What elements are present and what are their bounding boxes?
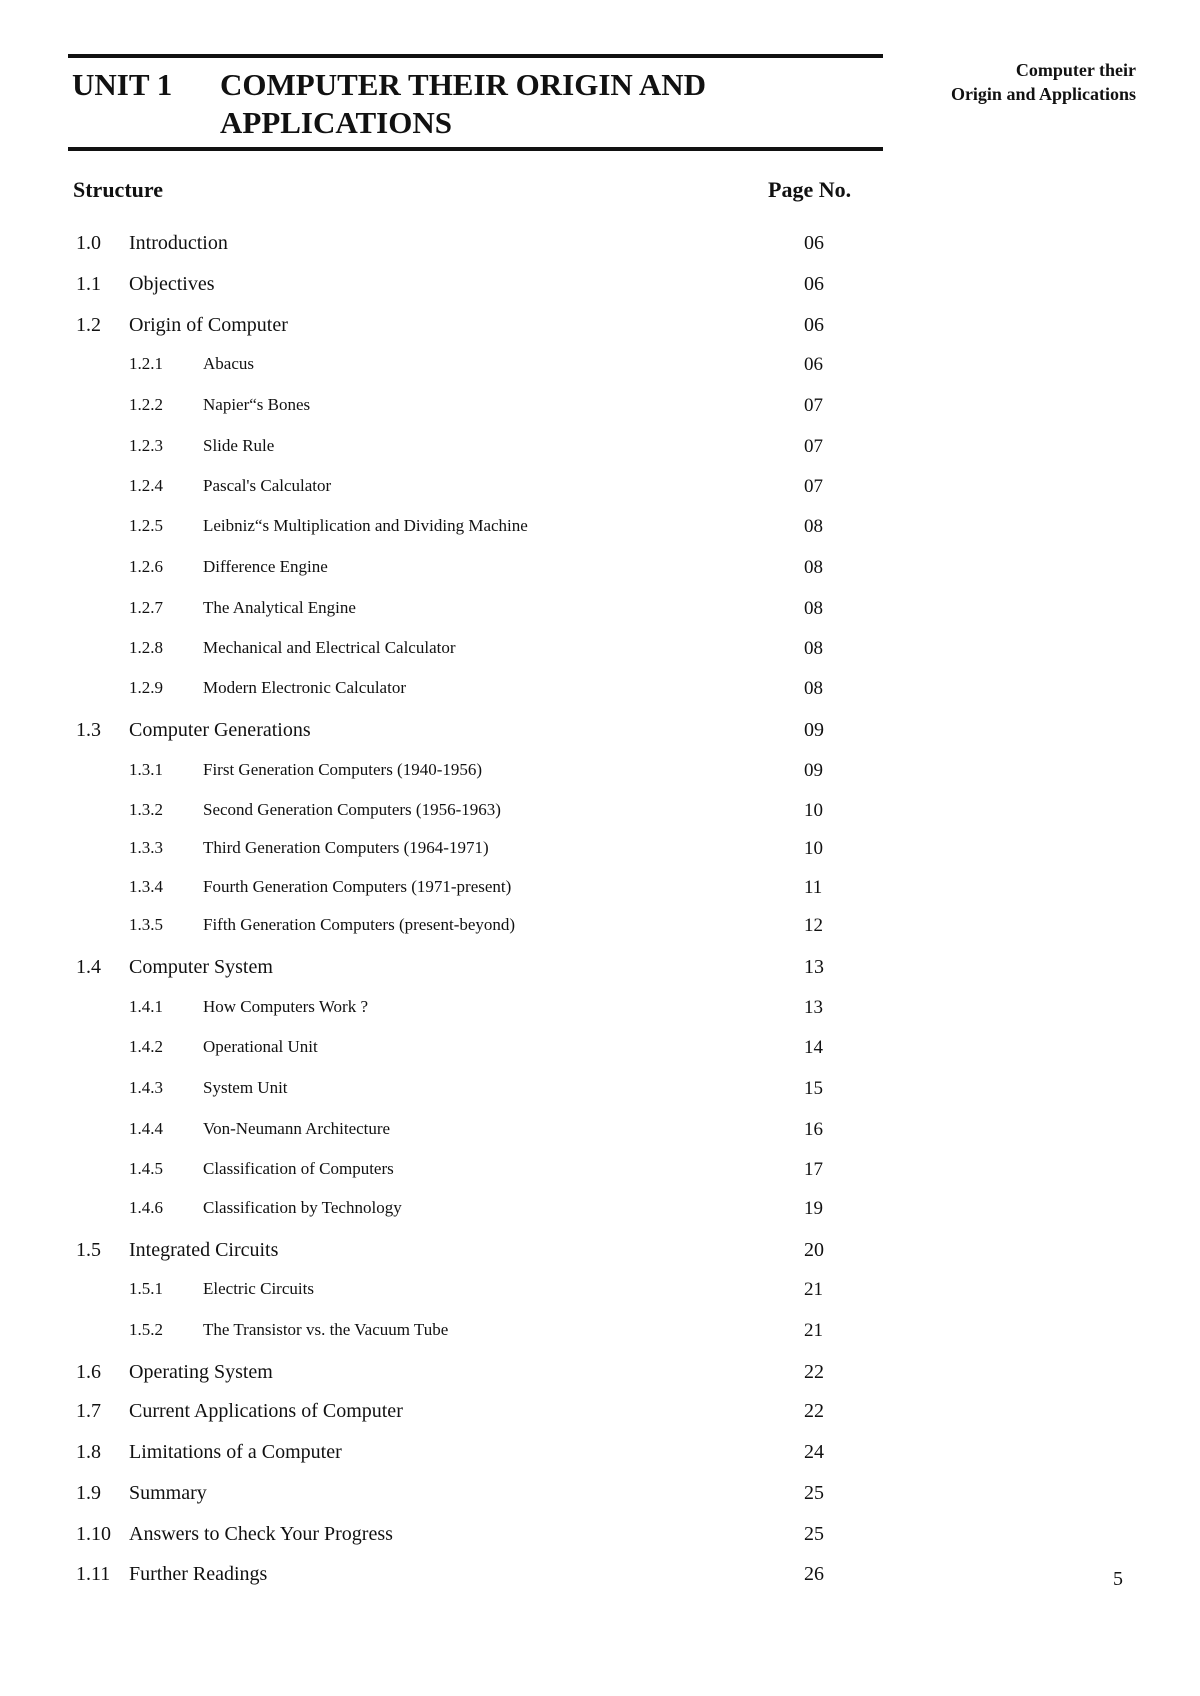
toc-entry [0, 956, 900, 986]
toc-entry-number: 1.3.1 [129, 760, 163, 779]
structure-heading: Structure [73, 177, 164, 202]
toc-entry-page: 07 [804, 476, 823, 497]
toc-subentry [0, 760, 900, 790]
toc-subentry [0, 557, 900, 587]
toc-entry-number: 1.10 [76, 1523, 111, 1545]
toc-entry-page: 13 [804, 997, 823, 1018]
page-no-heading: Page No. [768, 177, 852, 202]
page-number: 5 [1113, 1568, 1123, 1590]
toc-entry-title: Fifth Generation Computers (present-beyond) [203, 915, 516, 934]
toc-entry-title: How Computers Work ? [203, 997, 368, 1016]
toc-entry-number: 1.7 [76, 1400, 101, 1422]
toc-entry-page: 17 [804, 1159, 823, 1180]
toc-entry-number: 1.5 [76, 1239, 101, 1261]
toc-entry [0, 1361, 900, 1391]
toc-subentry [0, 354, 900, 384]
toc-entry-title: Modern Electronic Calculator [203, 678, 406, 697]
toc-subentry [0, 1198, 900, 1228]
toc-entry-page: 06 [804, 273, 824, 295]
toc-entry-number: 1.4.2 [129, 1037, 163, 1056]
toc-entry-number: 1.4.4 [129, 1119, 163, 1138]
toc-entry-page: 22 [804, 1361, 824, 1383]
toc-entry-number: 1.3.5 [129, 915, 163, 934]
toc-entry-page: 10 [804, 838, 823, 859]
toc-entry-title: Operational Unit [203, 1037, 318, 1056]
running-head-line-2: Origin and Applications [950, 84, 1136, 104]
toc-subentry [0, 395, 900, 425]
unit-number: UNIT 1 [72, 67, 173, 102]
toc-entry-number: 1.2.3 [129, 436, 163, 455]
toc-entry-title: Third Generation Computers (1964-1971) [203, 838, 489, 857]
toc-entry-title: Fourth Generation Computers (1971-present) [203, 877, 512, 896]
toc-entry-page: 19 [804, 1198, 823, 1219]
toc-entry-title: Leibniz“s Multiplication and Dividing Machine [203, 516, 528, 535]
toc-entry-number: 1.8 [76, 1441, 101, 1463]
toc-entry-title: Abacus [203, 354, 254, 373]
toc-entry-number: 1.5.1 [129, 1279, 163, 1298]
toc-entry-title: Current Applications of Computer [129, 1400, 403, 1422]
toc-subentry [0, 877, 900, 907]
toc-entry-number: 1.2.4 [129, 476, 163, 495]
toc-entry-number: 1.2.7 [129, 598, 163, 617]
toc-subentry [0, 436, 900, 466]
toc-entry-number: 1.3.4 [129, 877, 163, 896]
running-head-line-1: Computer their [1015, 60, 1136, 80]
toc-entry-title: Von-Neumann Architecture [203, 1119, 391, 1138]
toc-entry-title: Introduction [129, 232, 228, 254]
toc-subentry [0, 997, 900, 1027]
toc-entry-title: Mechanical and Electrical Calculator [203, 638, 456, 657]
toc-entry-title: The Transistor vs. the Vacuum Tube [203, 1320, 449, 1339]
toc-entry-number: 1.2.8 [129, 638, 163, 657]
toc-entry-page: 15 [804, 1078, 823, 1099]
toc-entry-title: Limitations of a Computer [129, 1441, 342, 1463]
toc-entry-page: 21 [804, 1279, 823, 1300]
toc-entry-number: 1.2.9 [129, 678, 163, 697]
toc-entry-title: Slide Rule [203, 436, 275, 455]
toc-subentry [0, 800, 900, 830]
toc-entry-title: Napier“s Bones [203, 395, 311, 414]
toc-subentry [0, 1320, 900, 1350]
toc-entry-number: 1.4.1 [129, 997, 163, 1016]
toc-entry-number: 1.3 [76, 719, 101, 741]
toc-entry [0, 1400, 900, 1430]
toc-entry-number: 1.5.2 [129, 1320, 163, 1339]
toc-entry-title: Operating System [129, 1361, 273, 1383]
toc-entry [0, 1239, 900, 1269]
toc-entry-number: 1.9 [76, 1482, 101, 1504]
toc-entry-title: Computer System [129, 956, 273, 978]
toc-entry-page: 13 [804, 956, 824, 978]
toc-entry [0, 719, 900, 749]
unit-name: COMPUTER THEIR ORIGIN AND APPLICATIONS [220, 67, 707, 140]
toc-entry-page: 09 [804, 719, 824, 741]
toc-entry-page: 21 [804, 1320, 823, 1341]
toc-subentry [0, 1119, 900, 1149]
toc-subentry [0, 1279, 900, 1309]
toc-entry-page: 07 [804, 436, 823, 457]
toc-entry-page: 22 [804, 1400, 824, 1422]
toc-entry-page: 11 [804, 877, 823, 898]
toc-entry [0, 1482, 900, 1512]
toc-entry-title: Further Readings [129, 1563, 268, 1585]
toc-subentry [0, 638, 900, 668]
toc-entry [0, 1563, 900, 1593]
toc-subentry [0, 1159, 900, 1189]
toc-entry-number: 1.3.3 [129, 838, 163, 857]
toc-entry-page: 14 [804, 1037, 823, 1058]
toc-entry [0, 314, 900, 344]
toc-subentry [0, 1078, 900, 1108]
toc-entry-title: The Analytical Engine [203, 598, 356, 617]
toc-entry-page: 12 [804, 915, 823, 936]
toc-subentry [0, 1037, 900, 1067]
toc-entry [0, 1441, 900, 1471]
toc-entry-page: 06 [804, 314, 824, 336]
toc-entry-title: Second Generation Computers (1956-1963) [203, 800, 501, 819]
toc-entry-number: 1.6 [76, 1361, 101, 1383]
toc-entry-title: Origin of Computer [129, 314, 288, 336]
toc-entry-title: Computer Generations [129, 719, 311, 741]
toc-entry-page: 08 [804, 678, 823, 699]
toc-subentry [0, 838, 900, 868]
toc-entry-number: 1.2.2 [129, 395, 163, 414]
toc-subentry [0, 516, 900, 546]
toc-entry-page: 06 [804, 354, 823, 375]
toc-entry-number: 1.2.6 [129, 557, 163, 576]
toc-entry-number: 1.4.6 [129, 1198, 163, 1217]
toc-entry-page: 09 [804, 760, 823, 781]
toc-entry [0, 1523, 900, 1553]
toc-entry-page: 25 [804, 1523, 824, 1545]
toc-entry-title: Pascal's Calculator [203, 476, 332, 495]
toc-entry-number: 1.2.5 [129, 516, 163, 535]
toc-entry-page: 08 [804, 598, 823, 619]
toc-entry-title: Integrated Circuits [129, 1239, 279, 1261]
toc-entry-page: 24 [804, 1441, 824, 1463]
toc-entry-number: 1.4 [76, 956, 101, 978]
toc-entry-page: 08 [804, 557, 823, 578]
toc-entry-page: 26 [804, 1563, 824, 1585]
toc-entry-title: System Unit [203, 1078, 288, 1097]
toc-entry-title: First Generation Computers (1940-1956) [203, 760, 483, 779]
toc-entry-page: 20 [804, 1239, 824, 1261]
toc-subentry [0, 476, 900, 506]
toc-entry-number: 1.0 [76, 232, 101, 254]
toc-entry-number: 1.1 [76, 273, 101, 295]
toc-entry-title: Difference Engine [203, 557, 328, 576]
toc-entry [0, 232, 900, 262]
toc-entry-page: 16 [804, 1119, 823, 1140]
toc-subentry [0, 678, 900, 708]
toc-entry-title: Classification of Computers [203, 1159, 394, 1178]
toc-entry-page: 07 [804, 395, 823, 416]
toc-entry-number: 1.2.1 [129, 354, 163, 373]
toc-entry-title: Classification by Technology [203, 1198, 402, 1217]
toc-entry-number: 1.3.2 [129, 800, 163, 819]
toc-entry-number: 1.4.3 [129, 1078, 163, 1097]
toc-subentry [0, 915, 900, 945]
toc-entry-page: 10 [804, 800, 823, 821]
toc-entry-page: 25 [804, 1482, 824, 1504]
toc-entry-number: 1.4.5 [129, 1159, 163, 1178]
toc-entry-title: Answers to Check Your Progress [129, 1523, 393, 1545]
toc-entry-number: 1.11 [76, 1563, 111, 1585]
toc-entry-page: 08 [804, 638, 823, 659]
toc-entry-title: Electric Circuits [203, 1279, 314, 1298]
toc-entry [0, 273, 900, 303]
toc-subentry [0, 598, 900, 628]
toc-entry-title: Summary [129, 1482, 207, 1504]
toc-entry-page: 08 [804, 516, 823, 537]
toc-entry-number: 1.2 [76, 314, 101, 336]
toc-entry-title: Objectives [129, 273, 215, 295]
toc-entry-page: 06 [804, 232, 824, 254]
